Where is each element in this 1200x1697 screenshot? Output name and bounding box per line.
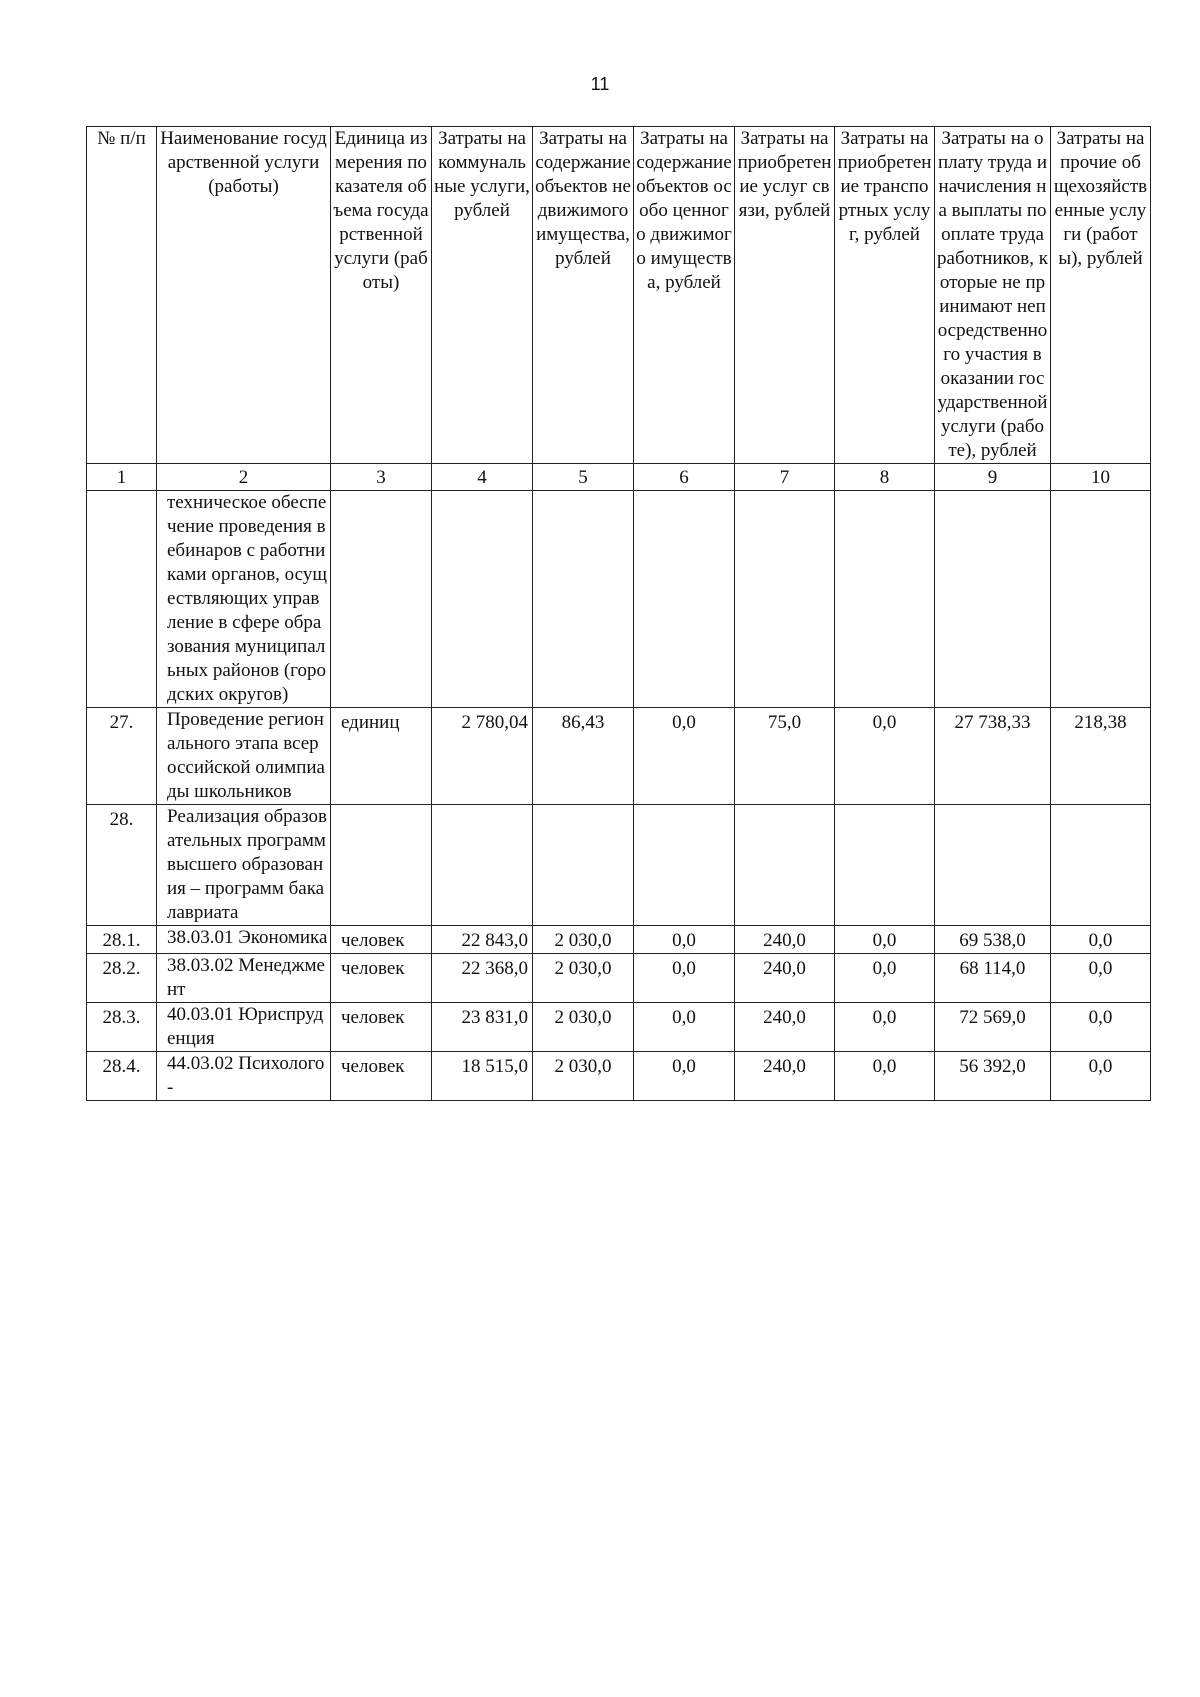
row-number: 28.4. [87,1052,157,1101]
row-movable-property: 0,0 [634,926,735,954]
row-unit: человек [331,926,432,954]
row-utilities: 22 843,0 [432,926,533,954]
row-utilities: 23 831,0 [432,1003,533,1052]
column-number: 10 [1051,464,1151,491]
column-number: 2 [157,464,331,491]
row-transport: 0,0 [835,1003,935,1052]
header-cell-unit: Единица измерения показателя объема государственной услуги (работы) [331,127,432,464]
row-service-name: 38.03.02 Менеджмент [157,954,331,1003]
row-movable-property [634,491,735,708]
column-number: 7 [735,464,835,491]
row-service-name: 44.03.02 Психолого- [157,1052,331,1101]
row-movable-property: 0,0 [634,954,735,1003]
row-real-estate: 2 030,0 [533,1003,634,1052]
row-utilities [432,805,533,926]
header-cell-communication: Затраты на приобретение услуг связи, рублей [735,127,835,464]
row-movable-property: 0,0 [634,708,735,805]
column-number: 5 [533,464,634,491]
column-number-row [87,464,1151,491]
row-utilities: 18 515,0 [432,1052,533,1101]
row-other: 0,0 [1051,1003,1151,1052]
row-unit: единиц [331,708,432,805]
row-number [87,491,157,708]
row-salary: 56 392,0 [935,1052,1051,1101]
page-number: 11 [590,74,610,94]
row-salary [935,805,1051,926]
row-other: 218,38 [1051,708,1151,805]
column-number: 1 [87,464,157,491]
row-service-name: 40.03.01 Юриспруденция [157,1003,331,1052]
row-transport: 0,0 [835,926,935,954]
row-salary [935,491,1051,708]
row-transport: 0,0 [835,954,935,1003]
row-real-estate: 2 030,0 [533,1052,634,1101]
row-transport: 0,0 [835,1052,935,1101]
table-row [87,1052,1151,1101]
column-number: 3 [331,464,432,491]
row-transport [835,805,935,926]
row-service-name: Проведение регионального этапа всероссийской олимпиады школьников [157,708,331,805]
row-communication: 75,0 [735,708,835,805]
row-service-name: техническое обеспечение проведения вебинаров с работниками органов, осуществляющих управление в сфере образования муниципальных районов (городских округов) [157,491,331,708]
table-row [87,708,1151,805]
row-communication: 240,0 [735,926,835,954]
row-other: 0,0 [1051,1052,1151,1101]
cost-table [86,126,1151,1101]
table-row [87,926,1151,954]
row-transport [835,491,935,708]
row-real-estate: 2 030,0 [533,926,634,954]
row-salary: 27 738,33 [935,708,1051,805]
row-communication: 240,0 [735,954,835,1003]
header-cell-real-estate: Затраты на содержание объектов недвижимого имущества, рублей [533,127,634,464]
row-unit [331,805,432,926]
column-number: 9 [935,464,1051,491]
row-utilities: 22 368,0 [432,954,533,1003]
row-communication [735,491,835,708]
row-number: 27. [87,708,157,805]
row-real-estate [533,491,634,708]
row-real-estate: 2 030,0 [533,954,634,1003]
row-transport: 0,0 [835,708,935,805]
row-unit: человек [331,1052,432,1101]
table-row [87,491,1151,708]
header-cell-utilities: Затраты на коммунальные услуги, рублей [432,127,533,464]
header-cell-movable-property: Затраты на содержание объектов особо ценного движимого имущества, рублей [634,127,735,464]
row-real-estate [533,805,634,926]
row-movable-property: 0,0 [634,1003,735,1052]
header-cell-other: Затраты на прочие общехозяйственные услуги (работы), рублей [1051,127,1151,464]
row-unit: человек [331,954,432,1003]
column-number: 8 [835,464,935,491]
row-movable-property: 0,0 [634,1052,735,1101]
header-cell-number: № п/п [87,127,157,464]
header-row [87,127,1151,464]
row-number: 28.3. [87,1003,157,1052]
row-utilities [432,491,533,708]
row-unit [331,491,432,708]
row-real-estate: 86,43 [533,708,634,805]
header-cell-service-name: Наименование государственной услуги (работы) [157,127,331,464]
row-number: 28.1. [87,926,157,954]
table-row [87,805,1151,926]
row-communication: 240,0 [735,1003,835,1052]
row-number: 28. [87,805,157,926]
column-number: 4 [432,464,533,491]
row-service-name: Реализация образовательных программ высшего образования – программ бакалавриата [157,805,331,926]
table-row [87,1003,1151,1052]
row-salary: 68 114,0 [935,954,1051,1003]
row-other [1051,491,1151,708]
header-cell-transport: Затраты на приобретение транспортных услуг, рублей [835,127,935,464]
row-number: 28.2. [87,954,157,1003]
table-row [87,954,1151,1003]
header-cell-salary: Затраты на оплату труда и начисления на выплаты по оплате труда работников, которые не принимают непосредственного участия в оказании государственной услуги (работе), рублей [935,127,1051,464]
row-communication: 240,0 [735,1052,835,1101]
row-movable-property [634,805,735,926]
column-number: 6 [634,464,735,491]
row-other: 0,0 [1051,926,1151,954]
row-other [1051,805,1151,926]
row-salary: 72 569,0 [935,1003,1051,1052]
row-other: 0,0 [1051,954,1151,1003]
row-utilities: 2 780,04 [432,708,533,805]
row-salary: 69 538,0 [935,926,1051,954]
row-unit: человек [331,1003,432,1052]
row-communication [735,805,835,926]
row-service-name: 38.03.01 Экономика [157,926,331,954]
